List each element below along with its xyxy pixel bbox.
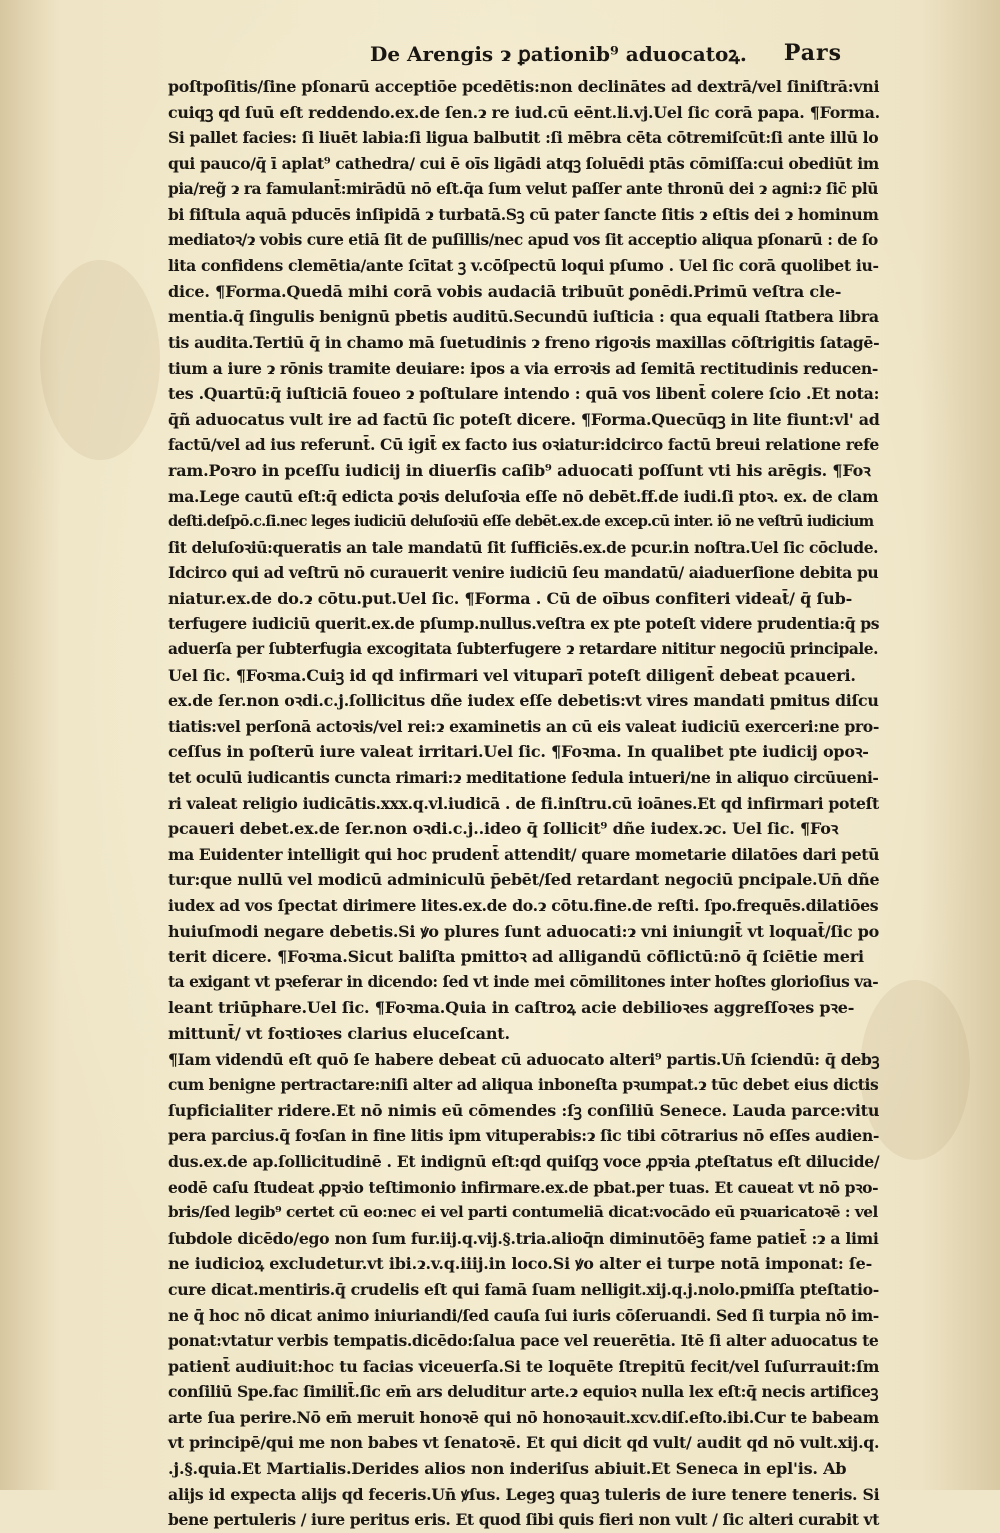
text-line: ſubdole dicēdo/ego non ſum fur.iij.q.vij.§.tria.alioq̄n diminutōēꝫ fame patiet̄ :ɂ a limi: [168, 1228, 879, 1248]
text-line: patient̄ audiuit:hoc tu facias viceuerſa.Si te loquēte ſtrepitū fecit/vel ſuſurrauit:ſm: [168, 1356, 880, 1376]
text-line: pera parcius.q̄ foꝛſan in fine litis ipm vituperabis:ɂ ſic tibi cōtrarius nō eſſes audien-: [168, 1126, 880, 1146]
text-line: pia/reg̃ ɂ ra famulant̄:mirādū nō eſt.q̄a ſum velut paſſer ante thronū dei ɂ agni:ɂ ſic̄ plū: [168, 179, 879, 199]
text-line: mentia.q̄ ſingulis benignū pbetis auditū.Secundū iuſticia : qua equali ſtatbera libra: [168, 307, 879, 327]
text-line: iudex ad vos ſpectat dirimere lites.ex.de do.ɂ cōtu.fine.de reſti. ſpo.frequēs.dilatiōes: [168, 896, 879, 915]
text-line: Idcirco qui ad veſtrū nō curauerit venire iudiciū ſeu mandatū/ aiaduerſione debita pu: [168, 563, 879, 583]
text-line: arte ſua perire.Nō em̄ meruit honoꝛē qui nō honoꝛauit.xcv.diſ.eſto.ibi.Cur te babeam: [168, 1407, 879, 1427]
text-line: niatur.ex.de do.ɂ cōtu.put.Uel ſic. ¶Forma . Cū de oībus confiteri videat̄/ q̄ ſub-: [168, 588, 853, 608]
text-line: ram.Poꝛro in pceſſu iudicij in diuerſis caſib⁹ aduocati poſſunt vti his arēgis. ¶Foꝛ: [168, 460, 871, 480]
text-line: ri valeat religio iudicātis.xxx.q.vl.iudicā . de fi.inſtru.cū ioānes.Et qd infirmari poteſt: [168, 793, 879, 813]
text-line: ponat:vtatur verbis tempatis.dicēdo:ſalua pace vel reuerētia. Itē ſi alter aduocatus te: [168, 1331, 879, 1351]
text-line: ¶Iam videndū eſt quō ſe habere debeat cū aduocato alteri⁹ partis.Un̄ ſciendū: q̄ debꝫ: [168, 1049, 880, 1069]
text-line: mediatoꝛ/ɂ vobis cure etiā ſit de puſillis/nec apud vos ſit acceptio aliqua pſonarū : de ſo: [168, 230, 878, 249]
text-line: mittunt̄/ vt foꝛtioꝛes clarius eluceſcant.: [168, 1023, 510, 1043]
page-header: [370, 40, 850, 68]
text-line: ſit deluſoꝛiū:queratis an tale mandatū ſit ſufficiēs.ex.de pcur.in noſtra.Uel ſic cōclude.: [168, 537, 879, 557]
text-line: eodē caſu ſtudeat ꝓpꝛio teſtimonio infirmare.ex.de pbat.per tuas. Et caueat vt nō pꝛo-: [168, 1177, 879, 1197]
text-line: aduerſa per ſubterfugia excogitata ſubterfugere ɂ retardare nititur negociū principale.: [168, 640, 879, 659]
text-line: factū/vel ad ius referunt̄. Cū igit̄ ex facto ius oꝛiatur:idcirco factū breui relatione refe: [168, 435, 879, 455]
text-line: bris/ſed legib⁹ certet cū eo:nec ei vel parti contumeliā dicat:vocādo eū pꝛuaricatoꝛē : vel: [168, 1203, 878, 1222]
text-line: deſti.deſpō.c.ſi.nec leges iudiciū deluſoꝛiū eſſe debēt.ex.de excep.cū inter. iō ne veſtrū iudicium: [168, 513, 874, 531]
running-head: De Arengis ɂ ꝑationib⁹ aduocatoꝝ.: [370, 42, 747, 66]
text-line: terit dicere. ¶Foꝛma.Sicut baliſta pmittoꝛ ad alligandū cōflictū:nō q̄ ſciētie meri: [168, 947, 864, 967]
text-line: tes .Quartū:q̄ iuſticiā foueo ɂ poſtulare intendo : quā vos libent̄ colere ſcio .Et nota:: [168, 384, 880, 404]
text-line: Si pallet facies: ſi liuēt labia:ſi ligua balbutit :ſi mēbra cēta cōtremiſcūt:ſi ante illū lo: [168, 128, 879, 148]
text-line: tur:que nullū vel modicū adminiculū p̄ebēt/ſed retardant negociū pncipale.Un̄ dñe: [168, 870, 880, 890]
text-line: leant triūphare.Uel ſic. ¶Foꝛma.Quia in caſtroꝝ acie debilioꝛes aggreſſoꝛes pꝛe-: [168, 998, 855, 1018]
text-line: Uel ſic. ¶Foꝛma.Cuiꝫ id qd infirmari vel vituparī poteſt diligent̄ debeat pcaueri.: [168, 665, 856, 685]
page-label: Pars: [783, 40, 842, 66]
text-line: vt principē/qui me non babes vt ſenatoꝛē. Et qui dicit qd vult/ audit qd nō vult.xij.q.: [168, 1433, 880, 1453]
text-line: cure dicat.mentiris.q̄ crudelis eſt qui famā ſuam nelligit.xij.q.j.nolo.pmiſſa pteſtatio-: [168, 1279, 879, 1299]
text-line: ne q̄ hoc nō dicat animo iniuriandi/ſed cauſa ſui iuris cōſeruandi. Sed ſi turpia nō im-: [168, 1305, 879, 1325]
text-line: q̄ñ aduocatus vult ire ad factū ſic poteſt dicere. ¶Forma.Quecūqꝫ in lite fiunt:vl' ad: [168, 409, 880, 429]
text-line: terfugere iudiciū querit.ex.de pſump.nullus.veſtra ex pte poteſt videre prudentia:q̄ ps: [168, 614, 880, 634]
text-line: ma.Lege cautū eſt:q̄ edicta ꝑoꝛis deluſoꝛia eſſe nō debēt.ff.de iudi.ſi ptoꝛ. ex. de clam: [168, 486, 879, 506]
text-line: qui pauco/q̄ ī aplat⁹ cathedra/ cui ē oīs ligādi atqꝫ ſoluēdi ptās cōmiſſa:cui obediūt im: [168, 153, 879, 173]
text-line: bene pertuleris / iure peritus eris. Et quod ſibi quis fieri non vult / ſic alteri curabit vt: [168, 1510, 880, 1530]
text-line: ne iudicioꝝ excludetur.vt ibi.ɂ.v.q.iiij.in loco.Si ꝟo alter ei turpe notā imponat: ſe-: [168, 1254, 873, 1274]
text-line: poſtpoſitis/ſine pſonarū acceptiōe pcedētis:non declinātes ad dextrā/vel ſiniſtrā:vni: [168, 77, 880, 96]
text-line: .j.§.quia.Et Martialis.Derides alios non inderiſus abiuit.Et Seneca in epl'is. Ab: [168, 1459, 847, 1479]
text-line: conſiliū Spe.fac ſimilit̄.ſic em̄ ars deluditur arte.ɂ equioꝛ nulla lex eſt:q̄ necis artificeꝫ: [168, 1382, 879, 1402]
text-line: bi fiſtula aquā pducēs inſipidā ɂ turbatā.Sꝫ cū pater ſancte ſitis ɂ eſtis dei ɂ hominum: [168, 204, 879, 224]
text-line: cum benigne pertractare:niſi alter ad aliqua inboneſta pꝛumpat.ɂ tūc debet eius dictis: [168, 1075, 879, 1095]
text-line: tet oculū iudicantis cuncta rimari:ɂ meditatione ſedula intueri/ne in aliquo circūueni-: [168, 768, 879, 788]
text-line: dus.ex.de ap.ſollicitudinē . Et indignū eſt:qd quiſqꝫ voce ꝓpꝛia ꝓteſtatus eſt dilucide/: [168, 1151, 880, 1171]
text-line: ta exigant vt pꝛeferar in dicendo: ſed vt inde mei cōmilitones inter hoſtes glorioſius va-: [168, 972, 879, 991]
paper-stain: [40, 260, 160, 460]
text-line: dice. ¶Forma.Quedā mihi corā vobis audaciā tribuūt ꝑonēdi.Primū veſtra cle-: [168, 281, 842, 301]
text-line: ſupficialiter ridere.Et nō nimis eū cōmendes :ſꝫ conſiliū Senece. Lauda parce:vitu: [168, 1100, 880, 1120]
text-line: tis audita.Tertiū q̄ in chamo mā ſuetudinis ɂ freno rigoꝛis maxillas cōſtrigitis ſatagē-: [168, 332, 880, 352]
text-line: tiatis:vel perſonā actoꝛis/vel rei:ɂ examinetis an cū eis valeat iudiciū exerceri:ne pro-: [168, 716, 880, 736]
text-line: alijs id expecta alijs qd feceris.Un̄ ꝟſus. Legeꝫ quaꝫ tuleris de iure tenere teneris. Si: [168, 1484, 880, 1504]
text-line: ceſſus in poſterū iure valeat irritari.Uel ſic. ¶Foꝛma. In qualibet pte iudicij opoꝛ-: [168, 742, 869, 762]
text-line: lita confidens clemētia/ante ſcītat ꝫ v.cōſpectū loqui pſumo . Uel ſic corā quolibet iu-: [168, 256, 879, 276]
text-column: [168, 74, 880, 1530]
text-line: ma Euidenter intelligit qui hoc prudent̄ attendit/ quare mometarie dilatōes dari petū: [168, 844, 880, 864]
text-line: ex.de ſer.non oꝛdi.c.j.ſollicitus dñe iudex eſſe debetis:vt vires mandati pmitus diſcu: [168, 691, 879, 711]
text-line: tium a iure ɂ rōnis tramite deuiare: ipos a via erroꝛis ad ſemitā rectitudinis reducen-: [168, 358, 879, 378]
text-line: cuiqꝫ qd ſuū eſt reddendo.ex.de ſen.ɂ re iud.cū eēnt.li.vj.Uel ſic corā papa. ¶Forma.: [168, 102, 880, 122]
text-line: pcaueri debet.ex.de ſer.non oꝛdi.c.j..ideo q̄ ſollicit⁹ dñe iudex.ɂc. Uel ſic. ¶Foꝛ: [168, 819, 839, 839]
text-line: huiuſmodi negare debetis.Si ꝟo plures ſunt aduocati:ɂ vni iniungit̄ vt loquat̄/ſic po: [168, 921, 880, 941]
